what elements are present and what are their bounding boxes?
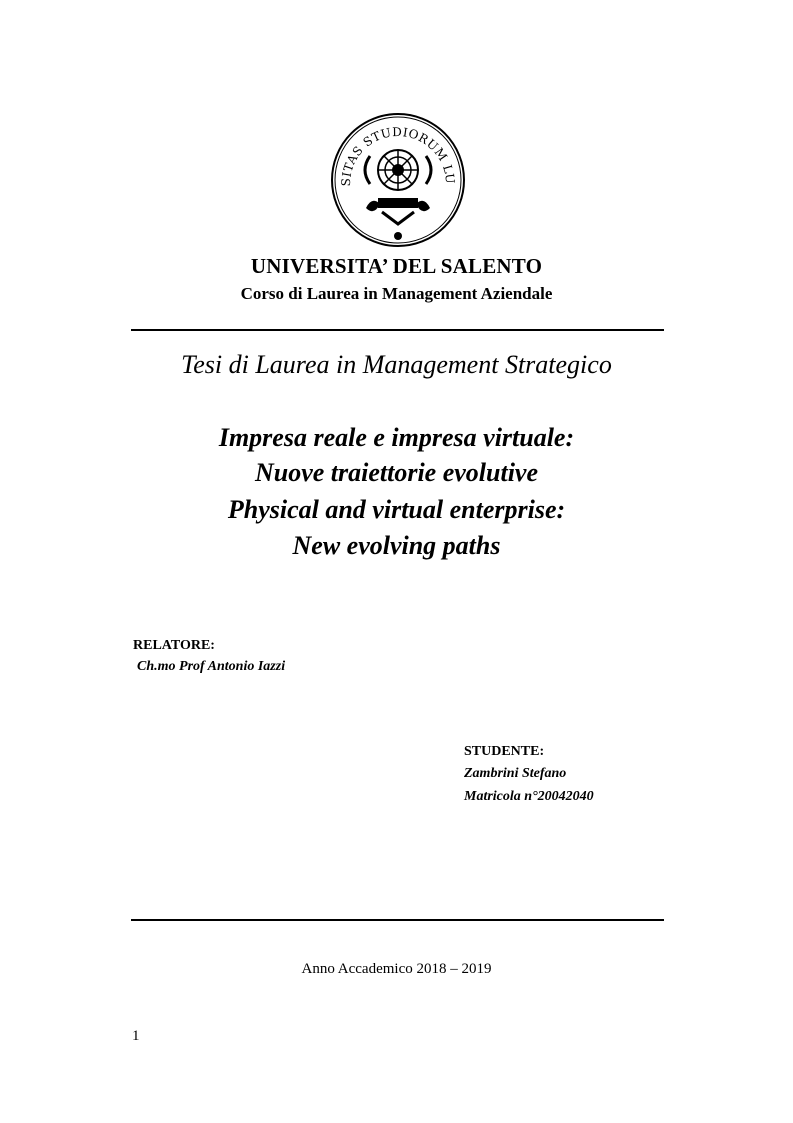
supervisor-name: Ch.mo Prof Antonio Iazzi <box>137 659 286 674</box>
thesis-title-line: Impresa reale e impresa virtuale: <box>218 423 575 452</box>
student-label: STUDENTE: <box>464 744 545 759</box>
thesis-title-line: New evolving paths <box>292 531 501 560</box>
thesis-type: Tesi di Laurea in Management Strategico <box>181 350 612 379</box>
svg-text:UNIVERSITAS STUDIORUM LUPIENSI: SITAS STUDIORUM LU <box>338 124 458 187</box>
thesis-title-line: Physical and virtual enterprise: <box>227 495 566 524</box>
university-seal-icon <box>330 112 466 248</box>
page-number: 1 <box>132 1028 140 1044</box>
student-id: Matricola n°20042040 <box>464 789 594 804</box>
student-name: Zambrini Stefano <box>464 766 567 781</box>
thesis-title-line: Nuove traiettorie evolutive <box>254 458 539 487</box>
academic-year: Anno Accademico 2018 – 2019 <box>301 961 492 977</box>
course-name: Corso di Laurea in Management Aziendale <box>240 284 553 303</box>
top-divider <box>131 329 664 331</box>
supervisor-label: RELATORE: <box>133 638 215 653</box>
bottom-divider <box>131 919 664 921</box>
university-name: UNIVERSITA’ DEL SALENTO <box>250 254 543 278</box>
